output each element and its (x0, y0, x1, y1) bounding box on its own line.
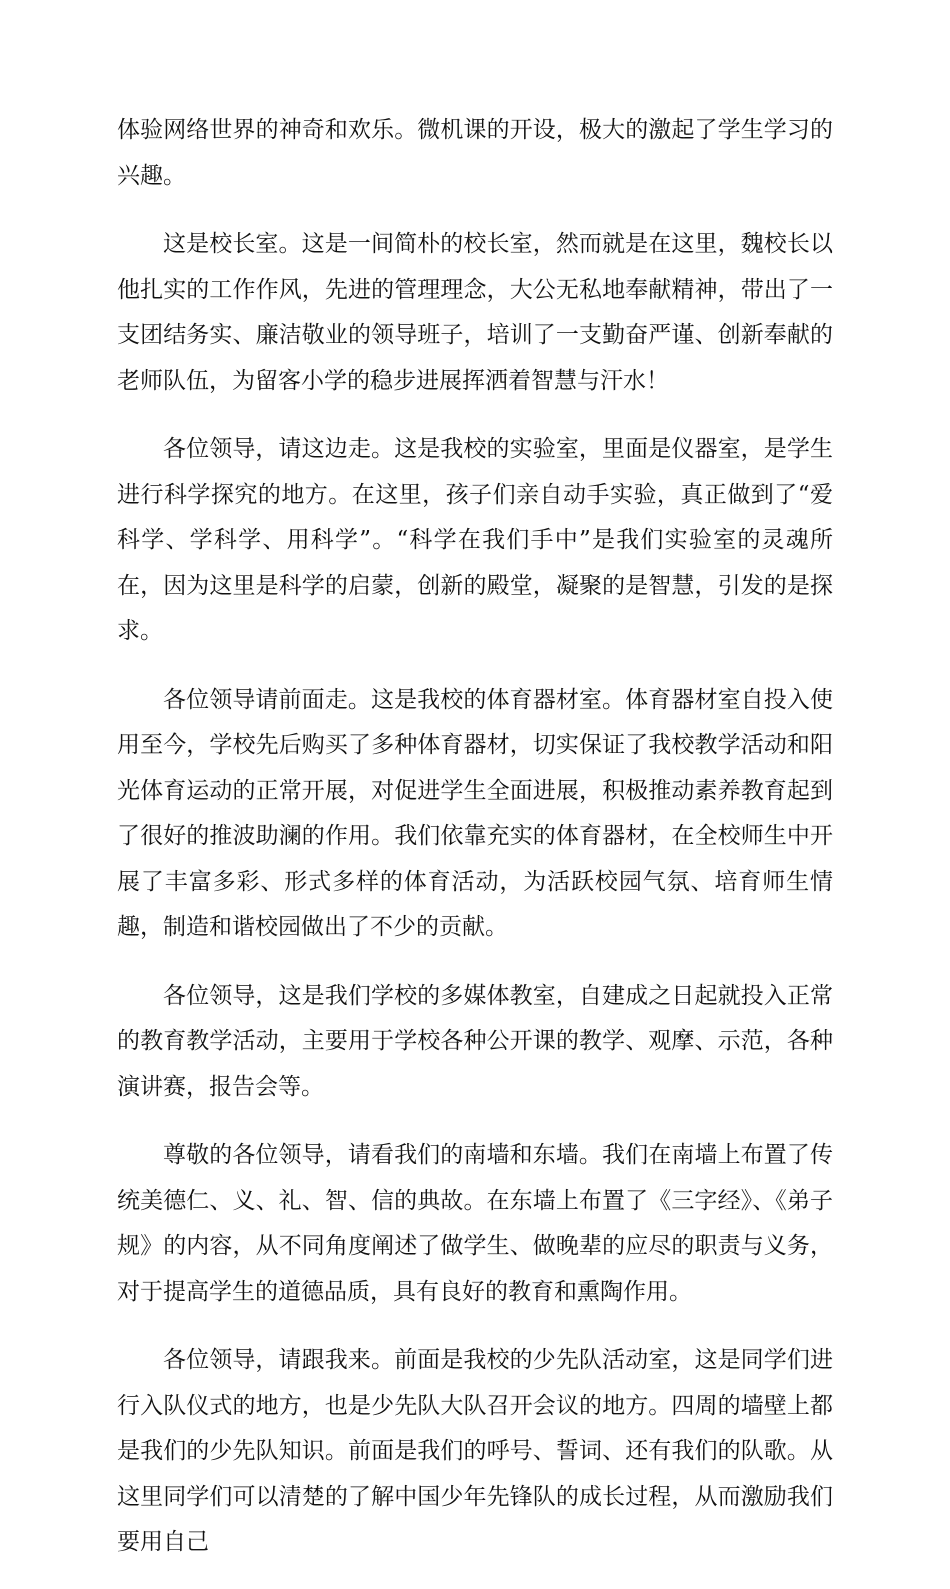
paragraph-young-pioneers-room: 各位领导，请跟我来。前面是我校的少先队活动室，这是同学们进行入队仪式的地方，也是少先队大队召开会议的地方。四周的墙壁上都是我们的少先队知识。前面是我们的呼号、誓词、还有我们的队歌。从这里同学们可以清楚的了解中国少年先锋队的成长过程，从而激励我们要用自己 (117, 1347, 833, 1555)
paragraph-computer-lab-continued: 体验网络世界的神奇和欢乐。微机课的开设，极大的激起了学生学习的兴趣。 (117, 117, 833, 189)
paragraph-multimedia-classroom: 各位领导，这是我们学校的多媒体教室，自建成之日起就投入正常的教育教学活动，主要用于学校各种公开课的教学、观摩、示范，各种演讲赛，报告会等。 (117, 982, 833, 1100)
paragraph-sports-equipment-room: 各位领导请前面走。这是我校的体育器材室。体育器材室自投入使用至今，学校先后购买了多种体育器材，切实保证了我校教学活动和阳光体育运动的正常开展，对促进学生全面进展，积极推动素养教育起到了很好的推波助澜的作用。我们依靠充实的体育器材，在全校师生中开展了丰富多彩、形式多样的体育活动，为活跃校园气氛、培育师生情趣，制造和谐校园做出了不少的贡献。 (117, 686, 833, 940)
paragraph-science-lab: 各位领导，请这边走。这是我校的实验室，里面是仪器室，是学生进行科学探究的地方。在这里，孩子们亲自动手实验，真正做到了“爱科学、学科学、用科学”。“科学在我们手中”是我们实验室的灵魂所在，因为这里是科学的启蒙，创新的殿堂，凝聚的是智慧，引发的是探求。 (117, 436, 833, 644)
document-body (117, 108, 833, 1589)
paragraph-principal-office: 这是校长室。这是一间简朴的校长室，然而就是在这里，魏校长以他扎实的工作作风，先进的管理理念，大公无私地奉献精神，带出了一支团结务实、廉洁敬业的领导班子，培训了一支勤奋严谨、创新奉献的老师队伍，为留客小学的稳步进展挥洒着智慧与汗水！ (117, 231, 833, 394)
paragraph-south-east-walls: 尊敬的各位领导，请看我们的南墙和东墙。我们在南墙上布置了传统美德仁、义、礼、智、信的典故。在东墙上布置了《三字经》、《弟子规》的内容，从不同角度阐述了做学生、做晚辈的应尽的职责与义务，对于提高学生的道德品质，具有良好的教育和熏陶作用。 (117, 1142, 833, 1305)
